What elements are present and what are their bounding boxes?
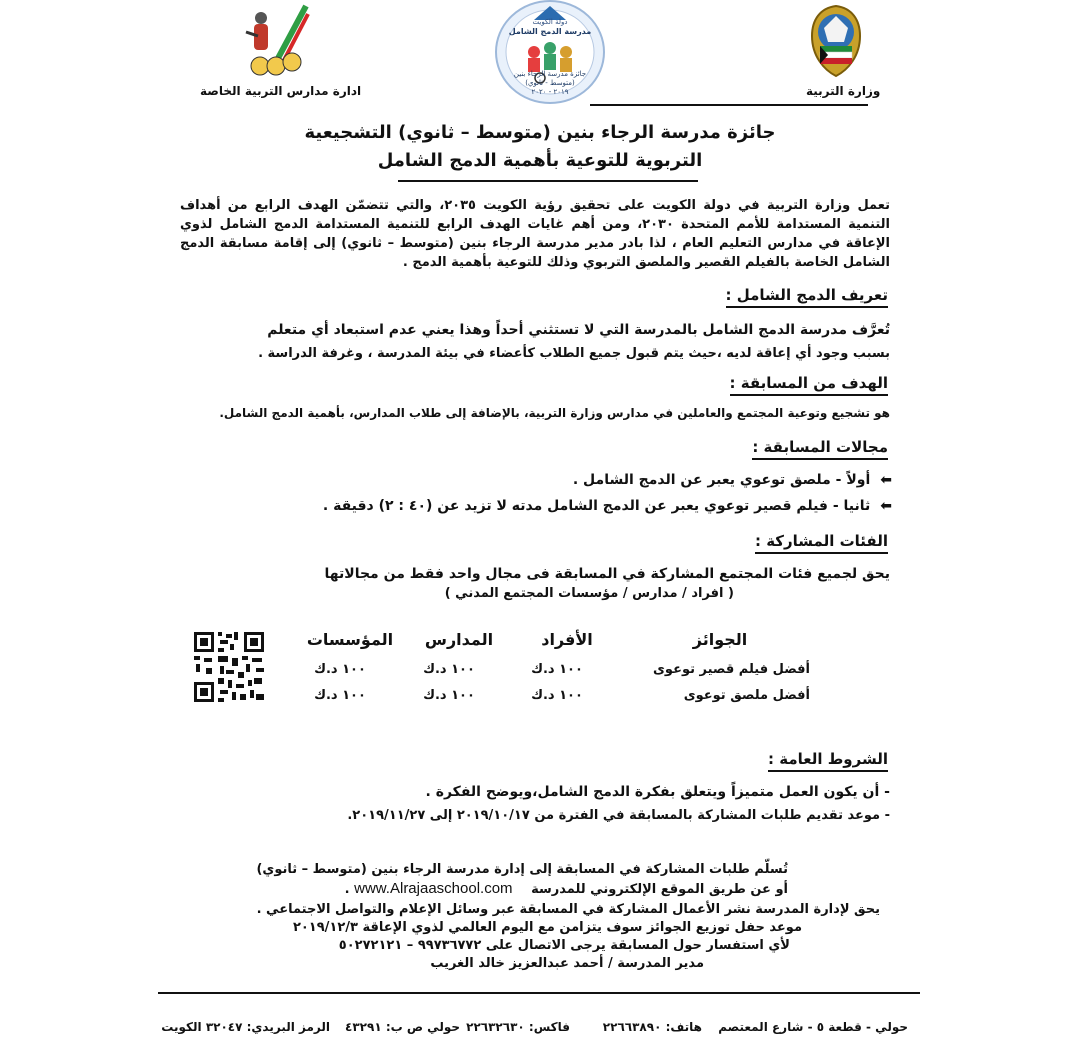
condition-item-1: - أن يكون العمل متميزاً ويتعلق بفكرة الدمج الشامل،ويوضح الفكرة . [425, 784, 890, 800]
closing-line3: يحق لإدارة المدرسة نشر الأعمال المشاركة في المسابقة عبر وسائل الإعلام والتواصل الاجتماعي . [256, 902, 880, 917]
badge-line1: جائزة مدرسة الرجاء بنين [513, 70, 587, 78]
page-title-line2: التربوية للتوعية بأهمية الدمج الشامل [377, 150, 703, 171]
footer-address: حولي - قطعة ٥ - شارع المعتصم [718, 1020, 908, 1034]
closing-line5: لأي استفسار حول المسابقة يرجى الاتصال على ٩٩٧٣٦٧٧٢ – ٥٠٢٧٢١٢١ [338, 938, 790, 953]
goal-text: هو تشجيع وتوعية المجتمع والعاملين في مدارس وزارة التربية، بالإضافة إلى طلاب المدارس، بأهمية الدمج الشامل. [219, 406, 890, 420]
prize-header-schools: المدارس [424, 630, 494, 649]
prize-row1-label: أفضل فيلم قصير توعوى [653, 662, 810, 677]
closing-line6: مدير المدرسة / أحمد عبدالعزيز خالد الغريب [430, 956, 704, 971]
closing-line1: تُسلّم طلبات المشاركة في المسابقة إلى إدارة مدرسة الرجاء بنين (متوسط – ثانوي) [256, 862, 788, 877]
badge-middle: مدرسة الدمج الشامل [508, 27, 592, 36]
intro-paragraph: تعمل وزارة التربية في دولة الكويت على تحقيق رؤية الكويت ٢٠٣٥، والتي تتضمّن الهدف الرابع من أهداف التنمية المستدامة للأمم المتحدة ٢٠٣٠، ومن أهم غايات الهدف الرابع للتنمية المستدامة الدمج الشامل لذوي الإعاقة في مدارس التعليم العام ، لذا بادر مدير مدرسة الرجاء بنين (متوسط – ثانوي) إلى إقامة مسابقة الدمج الشامل الخاصة بالفيلم القصير والملصق التربوي وذلك للتوعية بأهمية الدمج . [180, 198, 890, 270]
header-divider [590, 104, 868, 106]
field-item-2 [323, 498, 892, 514]
special-education-logo [236, 2, 310, 82]
footer-pobox: حولي ص ب: ٤٣٢٩١ [345, 1020, 460, 1034]
prize-row1-individuals: ١٠٠ د.ك [531, 662, 583, 677]
field-item-1 [573, 472, 892, 488]
prize-header-individuals: الأفراد [541, 630, 593, 649]
ministry-emblem [800, 2, 872, 82]
school-award-badge [494, 0, 606, 104]
conditions-heading: الشروط العامة : [768, 750, 888, 772]
closing-line4: موعد حفل توزيع الجوائز سوف يتزامن مع اليوم العالمي لذوي الإعاقة ٢٠١٩/١٢/٣ [292, 920, 802, 935]
prize-row2-schools: ١٠٠ د.ك [423, 688, 475, 703]
closing-line2-text: أو عن طريق الموقع الإلكتروني للمدرسة [531, 882, 788, 897]
categories-heading: الفئات المشاركة : [755, 532, 888, 554]
definition-heading: تعريف الدمج الشامل : [726, 286, 888, 308]
badge-line2: (متوسط - ثانوي) [525, 79, 575, 87]
footer-phone: هاتف: ٢٢٦٦٣٨٩٠ [602, 1020, 702, 1034]
prize-header-institutions: المؤسسات [306, 630, 394, 649]
footer-postal: الرمز البريدي: ٣٢٠٤٧ الكويت [161, 1020, 330, 1034]
closing-line2-dot: . [344, 882, 350, 897]
arrow-left-icon: ⬅ [880, 472, 892, 488]
prize-row2-individuals: ١٠٠ د.ك [531, 688, 583, 703]
special-education-caption: ادارة مدارس التربية الخاصة [200, 84, 362, 98]
qr-code[interactable] [192, 630, 266, 704]
field-item-2-text: ثانيا - فيلم قصير توعوي يعبر عن الدمج الشامل مدته لا تزيد عن (٤٠ : ٢) دقيقة . [322, 498, 871, 514]
footer-divider [158, 992, 920, 994]
categories-line2: ( افراد / مدارس / مؤسسات المجتمع المدني ) [444, 586, 734, 601]
fields-heading: مجالات المسابقة : [752, 438, 888, 460]
ministry-caption: وزارة التربية [806, 84, 881, 98]
arrow-left-icon: ⬅ [880, 498, 892, 514]
goal-heading: الهدف من المسابقة : [730, 374, 888, 396]
field-item-1-text: أولاً - ملصق توعوي يعبر عن الدمج الشامل . [572, 472, 871, 488]
prize-row1-institutions: ١٠٠ د.ك [314, 662, 366, 677]
prize-row2-institutions: ١٠٠ د.ك [314, 688, 366, 703]
prize-row2-label: أفضل ملصق توعوى [683, 688, 810, 703]
footer-fax: فاكس: ٢٢٦٣٢٦٣٠ [466, 1020, 570, 1034]
school-website-link[interactable]: www.Alrajaaschool.com [354, 880, 513, 897]
badge-year: ٢٠١٩ - ٢٠٢٠ [531, 88, 569, 96]
prize-header-prizes: الجوائز [692, 630, 748, 649]
title-underline [398, 180, 698, 182]
definition-line2: بسبب وجود أي إعاقة لديه ،حيث يتم قبول جميع الطلاب كأعضاء في بيئة المدرسة ، وغرفة الدراسة . [258, 346, 890, 361]
prize-row1-schools: ١٠٠ د.ك [423, 662, 475, 677]
definition-line1: تُعرَّف مدرسة الدمج الشامل بالمدرسة التي لا تستثني أحداً وهذا يعني عدم استبعاد أي متعلم [267, 322, 890, 338]
condition-item-2: - موعد تقديم طلبات المشاركة بالمسابقة في الفترة من ٢٠١٩/١٠/١٧ إلى ٢٠١٩/١١/٢٧. [347, 808, 890, 823]
page-title-line1: جائزة مدرسة الرجاء بنين (متوسط – ثانوي) التشجيعية [304, 122, 776, 143]
closing-line2 [345, 880, 788, 897]
badge-top: دولة الكويت [532, 18, 568, 26]
categories-line1: يحق لجميع فئات المجتمع المشاركة في المسابقة فى مجال واحد فقط من مجالاتها [324, 566, 890, 582]
